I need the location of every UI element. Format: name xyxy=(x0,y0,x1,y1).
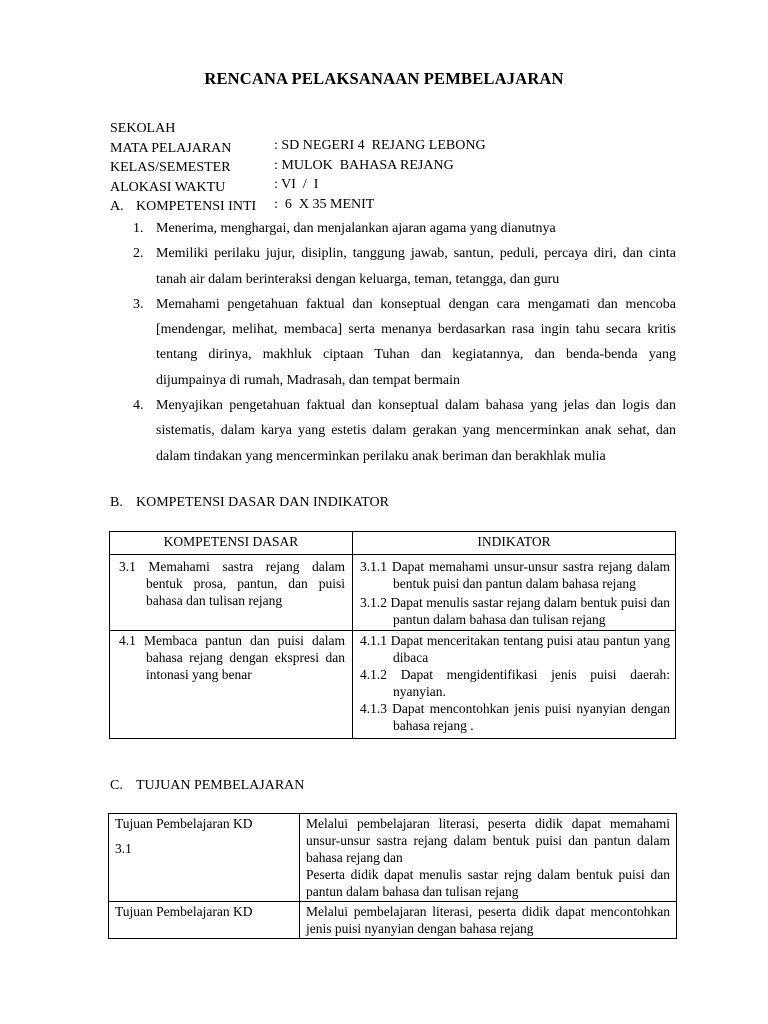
objective-text: Peserta didik dapat menulis sastar rejng dalam bentuk puisi dan pantun dalam bahasa dan tulisan rejang xyxy=(306,867,670,899)
kd-cell xyxy=(110,555,353,631)
objective-text-cell xyxy=(300,902,677,939)
section-title: TUJUAN PEMBELAJARAN xyxy=(136,778,305,793)
section-letter: A. xyxy=(110,199,124,214)
kd-text: 3.1 Memahami sastra rejang dalam bentuk prosa, pantun, dan puisi bahasa dan tulisan rejang xyxy=(119,559,345,608)
meta-value: : VI / I xyxy=(274,177,319,192)
list-item xyxy=(110,241,676,292)
meta-label: SEKOLAH xyxy=(110,121,176,136)
section-title: KOMPETENSI INTI xyxy=(136,199,257,214)
objective-label: Tujuan Pembelajaran KD xyxy=(115,904,253,919)
objective-text: Melalui pembelajaran literasi, peserta didik dapat mencontohkan jenis puisi nyanyian dengan bahasa rejang xyxy=(306,904,670,936)
meta-value: : MULOK BAHASA REJANG xyxy=(274,157,454,173)
table-row xyxy=(109,814,677,902)
list-item xyxy=(110,393,676,469)
section-heading-b xyxy=(110,494,389,511)
kd-cell xyxy=(110,631,353,739)
item-number: 1. xyxy=(133,221,144,236)
section-letter: B. xyxy=(110,495,123,510)
item-number: 3. xyxy=(133,296,144,312)
indicator-text: 3.1.1 Dapat memahami unsur-unsur sastra rejang dalam bentuk puisi dan pantun dalam bahasa rejang xyxy=(360,559,670,591)
objective-text: Melalui pembelajaran literasi, peserta didik dapat memahami unsur-unsur sastra rejang dalam bentuk puisi dan pantun dalam bahasa rejang dan xyxy=(306,816,670,865)
indicator-cell xyxy=(353,555,676,631)
table-row xyxy=(110,555,676,631)
item-text: Memiliki perilaku jujur, disiplin, tanggung jawab, santun, peduli, percaya diri, dan cinta tanah air dalam berinteraksi dengan keluarga, teman, tetangga, dan guru xyxy=(156,246,676,287)
meta-value: : 6 X 35 MENIT xyxy=(274,196,375,212)
objective-text-cell xyxy=(300,814,677,902)
table-row xyxy=(109,902,677,939)
list-item xyxy=(110,292,676,393)
section-letter: C. xyxy=(110,778,123,793)
learning-objectives-table xyxy=(108,813,677,939)
meta-label: KELAS/SEMESTER xyxy=(110,160,231,175)
indicator-text: 4.1.2 Dapat mengidentifikasi jenis puisi daerah: nyanyian. xyxy=(360,667,670,699)
indicator-cell xyxy=(353,631,676,739)
item-text: Menyajikan pengetahuan faktual dan konseptual dalam bahasa yang jelas dan logis dan sistematis, dalam karya yang estetis dalam gerakan yang mencerminkan anak sehat, dan dalam tindakan yang mencerminkan perilaku anak beriman dan berakhlak mulia xyxy=(156,398,676,464)
section-heading-a xyxy=(110,198,256,215)
indicator-text: 4.1.1 Dapat menceritakan tentang puisi atau pantun yang dibaca xyxy=(360,633,670,665)
meta-label: ALOKASI WAKTU xyxy=(110,179,226,195)
item-number: 4. xyxy=(133,398,144,414)
kompetensi-inti-list xyxy=(110,216,676,469)
indicator-text: 3.1.2 Dapat menulis sastar rejang dalam bentuk puisi dan pantun dalam bahasa dan tulisan rejang xyxy=(360,595,670,627)
table-header-row xyxy=(110,532,676,555)
section-title: KOMPETENSI DASAR DAN INDIKATOR xyxy=(136,495,389,510)
column-header-indicator: INDIKATOR xyxy=(353,532,676,555)
kd-indicator-table xyxy=(109,531,676,739)
list-item xyxy=(110,216,676,241)
item-number: 2. xyxy=(133,246,144,262)
document-title: RENCANA PELAKSANAAN PEMBELAJARAN xyxy=(204,69,564,88)
objective-label-cell xyxy=(109,902,300,939)
table-row xyxy=(110,631,676,739)
objective-label: Tujuan Pembelajaran KD xyxy=(115,816,253,831)
meta-label: MATA PELAJARAN xyxy=(110,140,232,156)
meta-value: : SD NEGERI 4 REJANG LEBONG xyxy=(274,138,486,153)
item-text: Memahami pengetahuan faktual dan konseptual dengan cara mengamati dan mencoba [mendengar, melihat, membaca] serta menanya berdasarkan rasa ingin tahu secara kritis tentang dirinya, makhluk ciptaan Tuhan dan kegiatannya, dan benda-benda yang dijumpainya di rumah, Madrasah, dan tempat bermain xyxy=(156,296,676,388)
kd-text: 4.1 Membaca pantun dan puisi dalam bahasa rejang dengan ekspresi dan intonasi yang benar xyxy=(119,633,345,682)
item-text: Menerima, menghargai, dan menjalankan ajaran agama yang dianutnya xyxy=(156,221,556,236)
objective-kd-number: 3.1 xyxy=(115,841,132,856)
section-heading-c xyxy=(110,777,304,794)
indicator-text: 4.1.3 Dapat mencontohkan jenis puisi nyanyian dengan bahasa rejang . xyxy=(360,701,670,733)
objective-label-cell xyxy=(109,814,300,902)
column-header-kd: KOMPETENSI DASAR xyxy=(110,532,353,555)
